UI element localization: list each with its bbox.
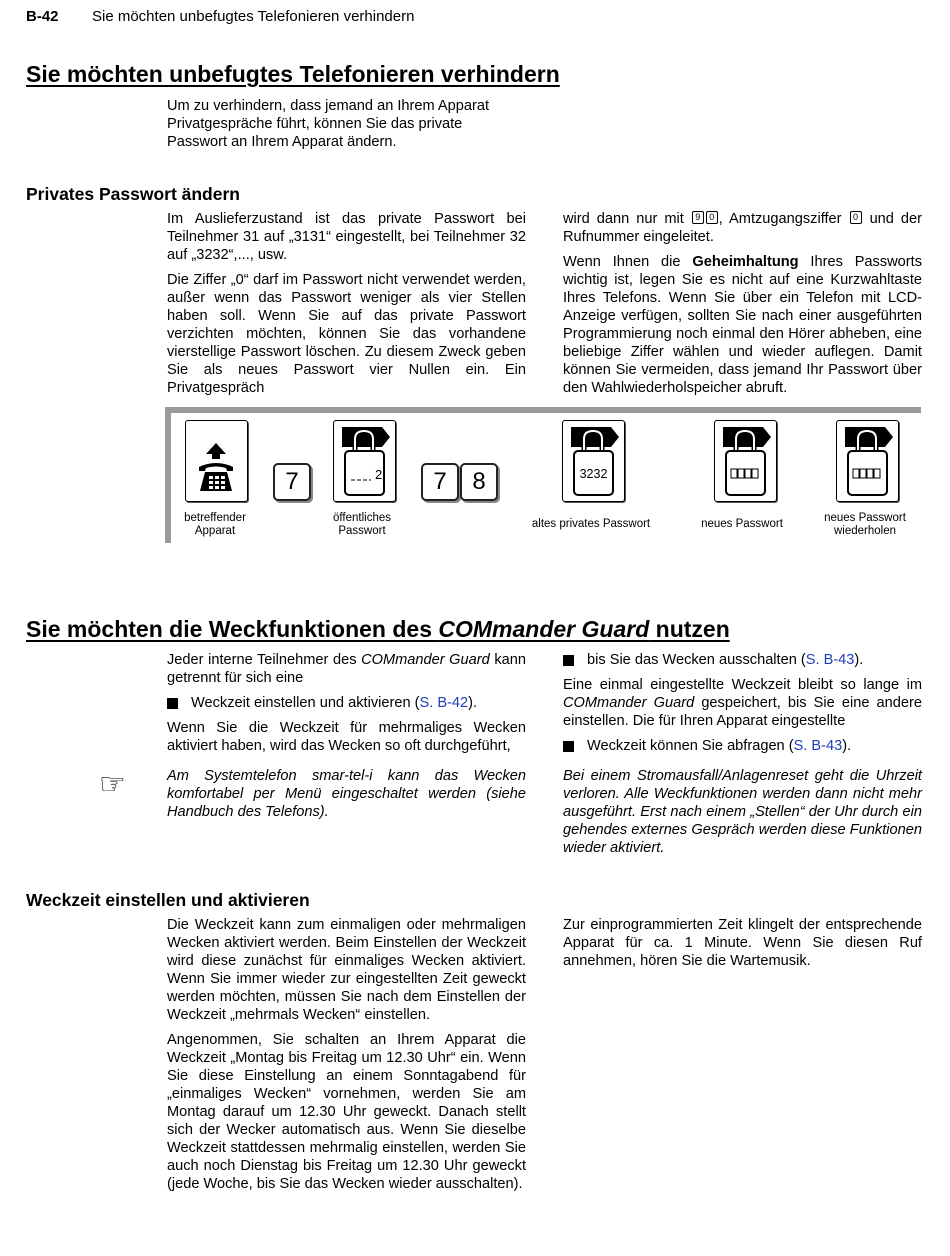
subsection-title-password: Privates Passwort ändern xyxy=(26,184,240,204)
key-icon: 9 xyxy=(692,211,704,224)
diagram-frame-top xyxy=(165,407,921,413)
page-number: B-42 xyxy=(26,8,59,25)
note-paragraph: Am Systemtelefon smar-tel-i kann das Wecken komfortabel per Menü eingeschaltet werden (siehe Handbuch des Telefons). xyxy=(167,768,526,820)
bullet-square-icon xyxy=(563,655,574,666)
lock-digit-label: 2 xyxy=(375,467,383,482)
lock-icon xyxy=(563,421,624,501)
caption-new-password: neues Passwort xyxy=(701,518,783,530)
paragraph: Angenommen, Sie schalten an Ihrem Apparat die Weckzeit „Montag bis Freitag um 12.30 Uhr“ ein. Wenn Sie diese Einstellung an einem Sonntagabend für „einmaliges Wecken“ vornehmen, werden Sie am Montag darauf um 12.30 Uhr geweckt. Danach stellt sich der Wecker automatisch aus. Wenn Sie dieselbe Weckzeit stattdessen mehrmalig einstellen, werden Sie auch noch Dienstag bis Freitag um 12.30 Uhr geweckt (jede Woche, bis Sie das Wecken wieder ausschalten). xyxy=(167,1032,526,1192)
page-link[interactable]: S. B-43 xyxy=(793,738,843,754)
note-paragraph: Bei einem Stromausfall/Anlagenreset geht die Uhrzeit verloren. Alle Weckfunktionen werden dann nicht mehr ausgeführt. Erst nach einem „Stellen“ der Uhr durch ein gehendes externes Gespräch werden diese Funktionen wieder aktiviert. xyxy=(563,768,922,856)
section-title-wakeup: Sie möchten die Weckfunktionen des COMmander Guard nutzen xyxy=(26,616,730,642)
intro-paragraph: Um zu verhindern, dass jemand an Ihrem Apparat Privatgespräche führt, können Sie das private Passwort an Ihrem Apparat ändern. xyxy=(167,98,490,150)
paragraph: Jeder interne Teilnehmer des COMmander Guard kann getrennt für sich eine xyxy=(167,652,526,686)
caption-repeat-password: neues Passwort wiederholen xyxy=(824,512,906,537)
paragraph: Im Auslieferzustand ist das private Passwort bei Teilnehmer 31 auf „3131“ eingestellt, bei Teilnehmer 32 auf „3232“,..., usw. xyxy=(167,211,526,263)
key-8-icon: 8 xyxy=(460,463,498,501)
password-left-column xyxy=(167,210,526,404)
section-title-unauthorized: Sie möchten unbefugtes Telefonieren verhindern xyxy=(26,61,560,87)
key-icon: 0 xyxy=(706,211,718,224)
set-wakeup-right-column xyxy=(563,916,922,977)
note-left xyxy=(167,767,526,828)
lock-old-password-label: 3232 xyxy=(579,467,608,481)
paragraph: Die Weckzeit kann zum einmaligen oder mehrmaligen Wecken aktiviert werden. Beim Einstellen der Weckzeit wird diese zunächst für einmaliges Wecken aktiviert. Wenn Sie immer wieder zur eingestellten Zeit geweckt werden möchten, müssen Sie nach dem Einstellen der Weckzeit „mehrmals Wecken“ einstellen. xyxy=(167,917,526,1023)
lock-card-old-password xyxy=(562,420,625,502)
handset-up-icon xyxy=(186,421,247,501)
section-intro xyxy=(167,97,526,158)
pointing-hand-icon: ☞ xyxy=(99,768,126,801)
note-right xyxy=(563,767,922,864)
bullet-square-icon xyxy=(167,698,178,709)
paragraph: Wenn Ihnen die Geheimhaltung Ihres Passworts wichtig ist, legen Sie es nicht auf eine Kurzwahltaste Ihres Telefons. Wenn Sie über ein Telefon mit LCD-Anzeige verfügen, sollten Sie nach einer ausgeführten Programmierung noch einmal den Hörer abheben, eine beliebige Ziffer wählen und wieder auflegen. Damit können Sie vermeiden, dass jemand Ihr Passwort über den Wahlwiederholspeicher abruft. xyxy=(563,254,923,396)
password-right-column xyxy=(563,210,922,404)
key-7-icon: 7 xyxy=(421,463,459,501)
lock-icon xyxy=(715,421,776,501)
wakeup-left-column xyxy=(167,651,526,762)
lock-card-public xyxy=(333,420,396,502)
caption-public-password: öffentliches Passwort xyxy=(333,512,391,537)
page-link[interactable]: S. B-43 xyxy=(805,652,855,668)
set-wakeup-left-column xyxy=(167,916,526,1200)
lock-card-new-password xyxy=(714,420,777,502)
paragraph: Eine einmal eingestellte Weckzeit bleibt so lange im COMmander Guard gespeichert, bis Sie eine andere einstellen. Die für Ihren Apparat eingestellte xyxy=(563,677,922,729)
paragraph: Wenn Sie die Weckzeit für mehrmaliges Wecken aktiviert haben, wird das Wecken so oft durchgeführt, xyxy=(167,720,526,754)
paragraph: Zur einprogrammierten Zeit klingelt der entsprechende Apparat für ca. 1 Minute. Wenn Sie diesen Ruf annehmen, hören Sie die Wartemusik. xyxy=(563,917,922,969)
list-item: Weckzeit können Sie abfragen (S. B-43). xyxy=(563,737,922,755)
lock-card-repeat-password xyxy=(836,420,899,502)
caption-old-password: altes privates Passwort xyxy=(531,518,651,530)
running-header: Sie möchten unbefugtes Telefonieren verhindern xyxy=(92,8,415,25)
phone-card xyxy=(185,420,248,502)
key-7-icon: 7 xyxy=(273,463,311,501)
list-item: Weckzeit einstellen und aktivieren (S. B-42). xyxy=(167,694,526,712)
key-icon: 0 xyxy=(850,211,862,224)
lock-icon xyxy=(334,421,395,501)
lock-icon xyxy=(837,421,898,501)
caption-apparat: betreffender Apparat xyxy=(184,512,246,537)
paragraph: wird dann nur mit 9 0 , Amtzugangsziffer 0 und der Rufnummer eingeleitet. xyxy=(563,211,923,245)
bullet-square-icon xyxy=(563,741,574,752)
paragraph: Die Ziffer „0“ darf im Passwort nicht verwendet werden, außer wenn das Passwort weniger als vier Stellen haben soll. Wenn Sie auf das private Passwort verzichten möchten, können Sie das vorhandene vierstellige Passwort löschen. Zu diesem Zweck geben Sie als neues Passwort vier Nullen ein. Ein Privatgespräch xyxy=(167,272,526,396)
list-item: bis Sie das Wecken ausschalten (S. B-43). xyxy=(563,651,922,669)
wakeup-right-column xyxy=(563,651,922,762)
page-link[interactable]: S. B-42 xyxy=(419,695,469,711)
subsection-title-set-wakeup: Weckzeit einstellen und aktivieren xyxy=(26,890,310,910)
